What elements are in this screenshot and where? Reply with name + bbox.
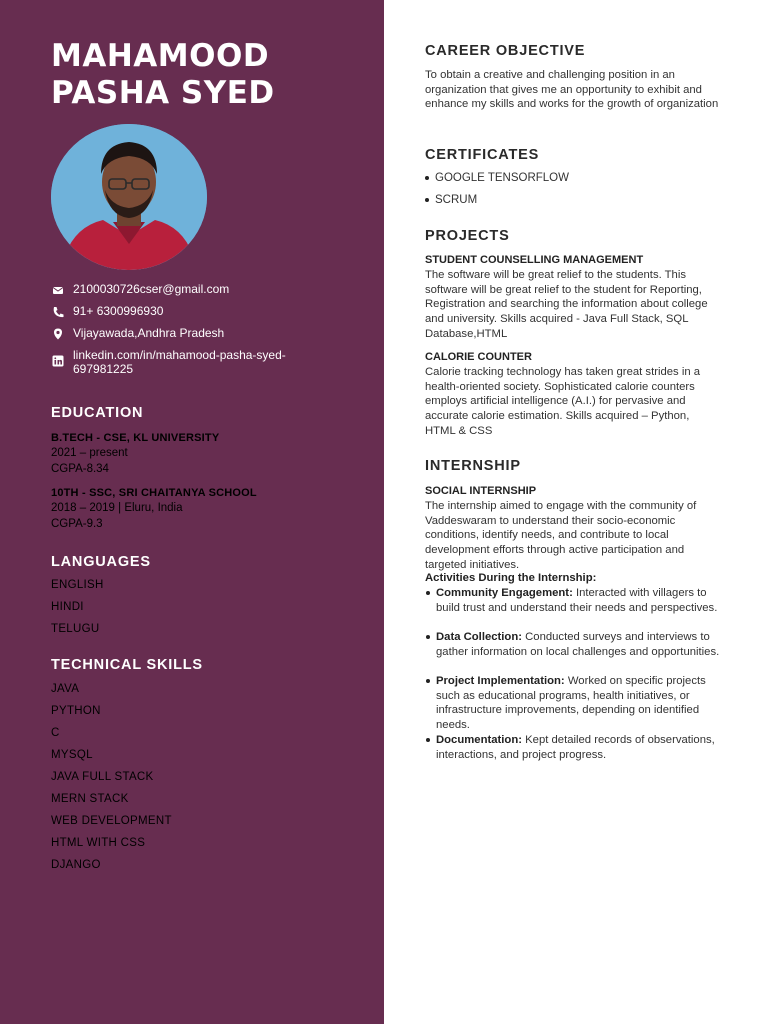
- bullet-dot: [425, 198, 429, 202]
- language-item: HINDI: [51, 601, 84, 613]
- profile-photo: [51, 124, 207, 270]
- location-pin-icon: [51, 327, 65, 341]
- activity-label: Community Engagement:: [436, 587, 573, 599]
- certificate-label: GOOGLE TENSORFLOW: [435, 172, 569, 184]
- activity-item: [425, 674, 720, 733]
- name-line-1: MAHAMOOD: [51, 38, 270, 74]
- location-text: Vijayawada,Andhra Pradesh: [73, 326, 225, 340]
- name-line-2: PASHA SYED: [51, 75, 275, 111]
- activities-label: Activities During the Internship:: [425, 572, 597, 584]
- activity-item: [425, 586, 720, 615]
- bullet-dot: [426, 635, 430, 639]
- skill-item: DJANGO: [51, 859, 101, 871]
- project-1-title: STUDENT COUNSELLING MANAGEMENT: [425, 254, 644, 266]
- certificate-item: [425, 172, 569, 184]
- phone-icon: [51, 305, 65, 319]
- skill-item: JAVA FULL STACK: [51, 771, 154, 783]
- skill-item: C: [51, 727, 60, 739]
- project-2-title: CALORIE COUNTER: [425, 351, 532, 363]
- objective-text: To obtain a creative and challenging position in an organization that gives me an opportunity to exhibit and enhance my skills and works for the growth of organization: [425, 69, 719, 111]
- certificate-label: SCRUM: [435, 194, 478, 206]
- project-2-text: Calorie tracking technology has taken great strides in a health-oriented society. Sophisticated calorie counters employs artificial intelligence (A.I.) for pervasive and accurate calorie estimation. Skills acquired – Python, HTML & CSS: [425, 366, 701, 437]
- language-item: TELUGU: [51, 623, 100, 635]
- linkedin-icon: [51, 354, 65, 368]
- bullet-dot: [426, 738, 430, 742]
- contact-email[interactable]: [51, 282, 313, 297]
- skill-item: HTML WITH CSS: [51, 837, 146, 849]
- certificates-heading: CERTIFICATES: [425, 147, 540, 163]
- bullet-dot: [426, 591, 430, 595]
- activity-text: Conducted surveys and interviews to gather information on local challenges and opportunities.: [436, 631, 720, 658]
- education-heading: EDUCATION: [51, 405, 144, 421]
- activity-text: Interacted with villagers to build trust and understand their needs and perspectives.: [436, 587, 718, 614]
- activity-text: Worked on specific projects such as educational programs, health initiatives, or infrastructure improvements, depending on identified needs.: [436, 675, 706, 732]
- email-text: 2100030726cser@gmail.com: [73, 282, 230, 296]
- activity-label: Documentation:: [436, 734, 522, 746]
- education-2-period: 2018 – 2019 | Eluru, India: [51, 502, 183, 514]
- skill-item: PYTHON: [51, 705, 101, 717]
- activity-label: Data Collection:: [436, 631, 522, 643]
- education-1-period: 2021 – present: [51, 447, 128, 459]
- languages-heading: LANGUAGES: [51, 554, 151, 570]
- skill-item: MERN STACK: [51, 793, 129, 805]
- education-2-title: 10TH - SSC, SRI CHAITANYA SCHOOL: [51, 487, 257, 499]
- internship-title: SOCIAL INTERNSHIP: [425, 485, 537, 497]
- education-2-score: CGPA-9.3: [51, 518, 103, 530]
- skill-item: MYSQL: [51, 749, 93, 761]
- skill-item: JAVA: [51, 683, 80, 695]
- phone-text: 91+ 6300996930: [73, 304, 164, 318]
- bullet-dot: [425, 176, 429, 180]
- contact-linkedin[interactable]: [51, 348, 313, 376]
- internship-heading: INTERNSHIP: [425, 458, 521, 474]
- education-1-score: CGPA-8.34: [51, 463, 109, 475]
- projects-heading: PROJECTS: [425, 228, 510, 244]
- activity-item: [425, 733, 720, 762]
- contact-phone[interactable]: [51, 304, 313, 319]
- certificate-item: [425, 194, 477, 206]
- activity-label: Project Implementation:: [436, 675, 565, 687]
- linkedin-text: linkedin.com/in/mahamood-pasha-syed-697981225: [73, 348, 286, 376]
- education-1-title: B.TECH - CSE, KL UNIVERSITY: [51, 432, 220, 444]
- skill-item: WEB DEVELOPMENT: [51, 815, 172, 827]
- bullet-dot: [426, 679, 430, 683]
- activity-item: [425, 630, 720, 659]
- language-item: ENGLISH: [51, 579, 104, 591]
- activity-text: Kept detailed records of observations, interactions, and project progress.: [436, 734, 715, 761]
- objective-heading: CAREER OBJECTIVE: [425, 43, 586, 59]
- contact-location: [51, 326, 313, 341]
- project-1-text: The software will be great relief to the students. This software will be great relief to the student for Reporting, Registration and searching the information about college and university. Skills acquired - Java Full Stack, SQL Database,HTML: [425, 269, 708, 340]
- internship-text: The internship aimed to engage with the community of Vaddeswaram to understand their socio-economic conditions, identify needs, and contribute to local development efforts through active participation and targeted initiatives.: [425, 500, 697, 571]
- candidate-name: [51, 38, 351, 112]
- skills-heading: TECHNICAL SKILLS: [51, 657, 203, 673]
- envelope-icon: [51, 283, 65, 297]
